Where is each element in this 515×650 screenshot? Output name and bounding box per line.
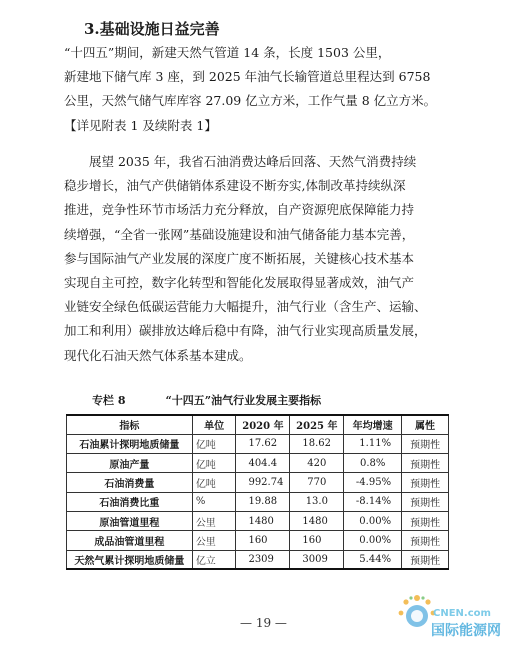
table-caption <box>92 392 321 408</box>
cell-2025: 13.0 <box>290 492 344 511</box>
cell-attribute: 预期性 <box>402 492 449 511</box>
cell-unit: 亿吨 <box>192 434 236 453</box>
table-header-row <box>67 415 449 434</box>
table-caption-label: 专栏 8 <box>92 394 126 407</box>
cell-indicator: 成品油管道里程 <box>67 531 193 550</box>
cell-2020: 404.4 <box>236 454 290 473</box>
text-line: 新建地下储气库 3 座，到 2025 年油气长输管道总里程达到 6758 <box>64 69 431 85</box>
cell-2025: 18.62 <box>290 434 344 453</box>
watermark <box>395 592 515 650</box>
cell-indicator: 原油产量 <box>67 454 193 473</box>
watermark-cn: 国际能源网 <box>431 623 501 639</box>
table-row <box>67 511 449 530</box>
cell-growth: -8.14% <box>344 492 402 511</box>
cell-2025: 770 <box>290 473 344 492</box>
cell-indicator: 石油累计探明地质储量 <box>67 434 193 453</box>
text-line: 续增强，“全省一张网”基础设施建设和油气储备能力基本完善， <box>64 226 415 242</box>
indicator-table <box>66 414 449 570</box>
cell-growth: 0.00% <box>344 531 402 550</box>
header-unit: 单位 <box>192 415 236 434</box>
cell-attribute: 预期性 <box>402 434 449 453</box>
cell-2020: 992.74 <box>236 473 290 492</box>
cell-unit: 公里 <box>192 531 236 550</box>
text-line: 参与国际油气产业发展的深度广度不断拓展，关键核心技术基本 <box>64 250 415 266</box>
text-line: 加工和利用）碳排放达峰后稳中有降，油气行业实现高质量发展， <box>64 323 427 339</box>
cell-attribute: 预期性 <box>402 454 449 473</box>
cell-2025: 160 <box>290 531 344 550</box>
cell-2020: 2309 <box>236 550 290 569</box>
table-row <box>67 550 449 569</box>
text-line: 实现自主可控，数字化转型和智能化发展取得显著成效，油气产 <box>64 275 415 291</box>
cell-indicator: 原油管道里程 <box>67 511 193 530</box>
cell-2020: 17.62 <box>236 434 290 453</box>
table-caption-title: “十四五”油气行业发展主要指标 <box>165 394 322 407</box>
page-number: — 19 — <box>240 616 287 630</box>
text-line: 公里，天然气储气库库容 27.09 亿立方米，工作气量 8 亿立方米。 <box>64 93 437 109</box>
cell-indicator: 石油消费比重 <box>67 492 193 511</box>
header-2025: 2025 年 <box>290 415 344 434</box>
table-row <box>67 531 449 550</box>
cell-unit: 亿吨 <box>192 454 236 473</box>
cell-unit: 公里 <box>192 511 236 530</box>
cell-indicator: 石油消费量 <box>67 473 193 492</box>
text-line: 稳步增长，油气产供储销体系建设不断夯实,体制改革持续纵深 <box>64 178 406 194</box>
cell-unit: 亿立 <box>192 550 236 569</box>
cell-2025: 3009 <box>290 550 344 569</box>
paragraph-outlook-2035 <box>64 150 464 368</box>
text-line: 展望 2035 年，我省石油消费达峰后回落、天然气消费持续 <box>89 154 417 169</box>
text-line: 业链安全绿色低碳运营能力大幅提升，油气行业（含生产、运输、 <box>64 299 427 315</box>
cell-growth: 5.44% <box>344 550 402 569</box>
text-line: “十四五”期间，新建天然气管道 14 条，长度 1503 公里， <box>64 45 391 60</box>
cell-indicator: 天然气累计探明地质储量 <box>67 550 193 569</box>
cell-2020: 160 <box>236 531 290 550</box>
cell-growth: 1.11% <box>344 434 402 453</box>
table-row <box>67 434 449 453</box>
watermark-en: CNEN.com <box>433 608 491 619</box>
text-line: 推进，竞争性环节市场活力充分释放，自产资源兜底保障能力持 <box>64 202 415 218</box>
text-line: 现代化石油天然气体系基本建成。 <box>64 347 252 363</box>
cell-attribute: 预期性 <box>402 531 449 550</box>
header-attribute: 属性 <box>402 415 449 434</box>
cell-attribute: 预期性 <box>402 511 449 530</box>
header-2020: 2020 年 <box>236 415 290 434</box>
cell-growth: 0.8% <box>344 454 402 473</box>
cell-unit: % <box>192 492 236 511</box>
header-growth: 年均增速 <box>344 415 402 434</box>
cell-growth: 0.00% <box>344 511 402 530</box>
cell-2020: 19.88 <box>236 492 290 511</box>
table-row <box>67 454 449 473</box>
cell-2025: 1480 <box>290 511 344 530</box>
cell-unit: 亿吨 <box>192 473 236 492</box>
table-row <box>67 492 449 511</box>
cell-2025: 420 <box>290 454 344 473</box>
cell-attribute: 预期性 <box>402 473 449 492</box>
cell-2020: 1480 <box>236 511 290 530</box>
paragraph-infrastructure <box>64 41 464 138</box>
table-row <box>67 473 449 492</box>
section-heading: 3.基础设施日益完善 <box>84 20 220 38</box>
cell-attribute: 预期性 <box>402 550 449 569</box>
text-line: 【详见附表 1 及续附表 1】 <box>64 117 217 133</box>
header-indicator: 指标 <box>67 415 193 434</box>
cell-growth: -4.95% <box>344 473 402 492</box>
